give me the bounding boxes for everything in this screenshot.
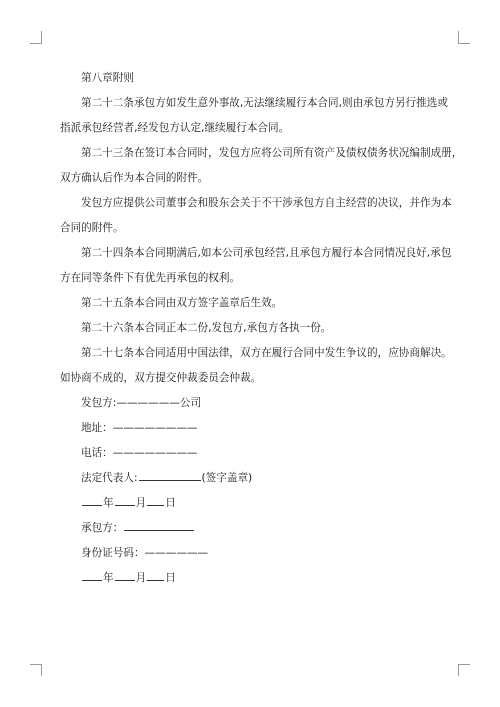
day-blank [147,568,164,581]
legal-rep-line [60,466,444,491]
clause-27 [60,341,452,391]
address-line: 地址：———————— [81,422,198,434]
phone-line: 电话：———————— [81,447,198,459]
month-label: 月 [135,497,147,509]
legal-rep-label: 法定代表人: [81,472,138,484]
year-blank [82,568,102,581]
id-line: 身份证号码：—————— [81,547,209,559]
contractor-blank [124,518,194,531]
crop-mark-bottom-left [30,664,42,676]
day-label: 日 [165,497,176,509]
clause-line: 第二十四条本合同期满后,如本公司承包经营,且承包方履行本合同情况良好,承包 [81,247,452,259]
clause-line: 第二十二条承包方如发生意外事故,无法继续履行本合同,则由承包方另行推选或 [81,97,448,109]
chapter-title: 第八章附则 [81,72,134,84]
clause-26 [60,316,444,341]
clause-24 [60,241,452,291]
clause-line: 合同的附件。 [60,222,124,234]
clause-22 [60,91,448,141]
month-blank [115,568,135,581]
clause-line: 双方确认后作为本合同的附件。 [60,172,209,184]
clause-line: 第二十三条在签订本合同时，发包方应将公司所有资产及债权债务状况编制成册， [81,147,463,159]
clause-23 [60,141,463,191]
clause-line: 如协商不成的，双方提交仲裁委员会仲裁。 [60,372,262,384]
clause-line: 方在同等条件下有优先再承包的权利。 [60,272,241,284]
date-line-1 [60,491,444,516]
clause-line: 第二十六条本合同正本二份,发包方,承包方各执一份。 [81,322,332,334]
year-label: 年 [103,497,114,509]
day-label: 日 [165,572,176,584]
legal-rep-blank [139,468,201,481]
employer-line: 发包方:——————公司 [81,397,202,409]
legal-rep-suffix: (签字盖章) [201,472,253,484]
clause-line: 指派承包经营者,经发包方认定,继续履行本合同。 [60,122,290,134]
month-label: 月 [135,572,147,584]
crop-mark-top-right [458,31,470,44]
year-blank [82,493,102,506]
document-body [60,66,463,591]
clause-line: 第二十七条本合同适用中国法律，双方在履行合同中发生争议的，应协商解决。 [81,347,452,359]
date-line-2 [60,566,444,591]
crop-mark-top-left [30,31,42,44]
clause-23-supplement [60,191,452,241]
day-blank [147,493,164,506]
month-blank [115,493,135,506]
signature-block [60,391,444,591]
clause-line: 发包方应提供公司董事会和股东会关于不干涉承包方自主经营的决议，并作为本 [81,197,452,209]
crop-mark-bottom-right [458,664,470,676]
contractor-label: 承包方： [81,522,124,534]
contractor-line [60,516,444,541]
year-label: 年 [103,572,114,584]
clause-25 [60,291,444,316]
clause-line: 第二十五条本合同由双方签字盖章后生效。 [81,297,283,309]
